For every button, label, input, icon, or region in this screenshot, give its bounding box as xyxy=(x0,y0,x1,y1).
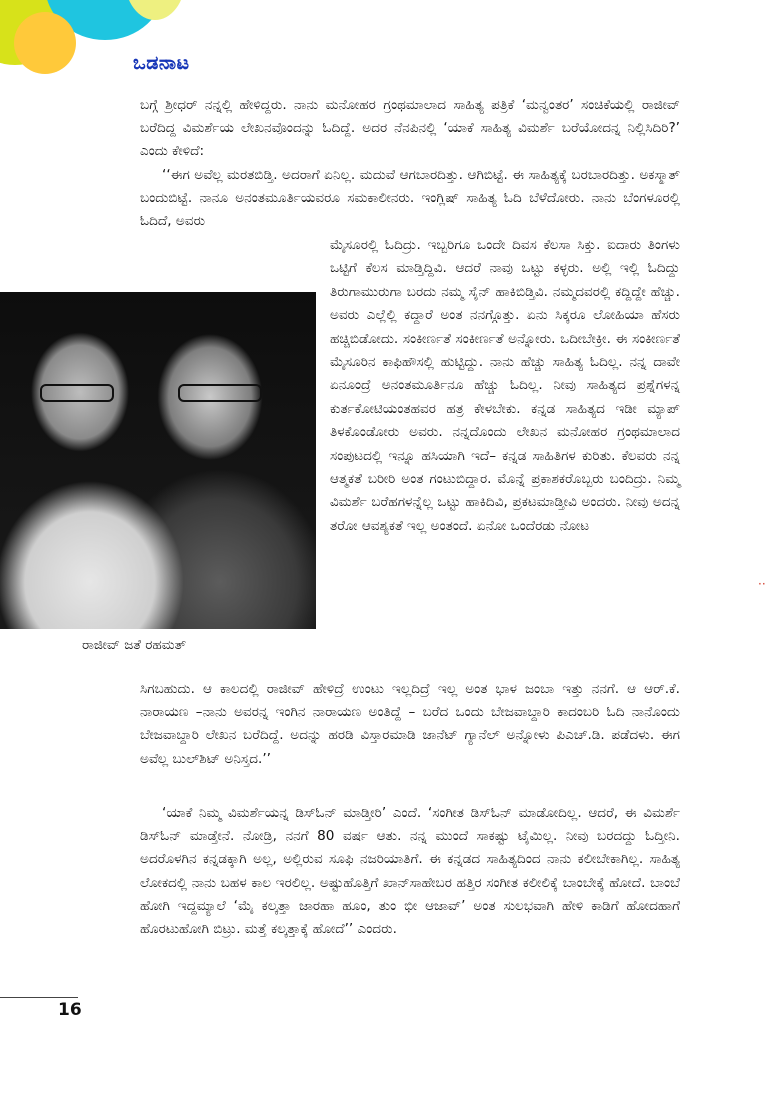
paragraph-3: ‘ಯಾಕೆ ನಿಮ್ಮ ವಿಮರ್ಶೆಯನ್ನ ಡಿಸ್‌ಓನ್ ಮಾಡ್ತೀರಿ’ ಎಂದೆ. ‘ಸಂಗೀತ ಡಿಸ್‌ಓನ್ ಮಾಡೋದಿಲ್ಲ. ಆದರೆ, ಈ ವಿಮರ್ಶೆ ಡಿಸ್‌ಓನ್ ಮಾಡ್ತೇನೆ. ನೋಡ್ರಿ, ನನಗೆ 80 ವರ್ಷ ಆತು. ನನ್ನ ಮುಂದೆ ಸಾಕಷ್ಟು ಟೈಮಿಲ್ಲ. ನೀವು ಬರದದ್ದು ಓದ್ತೀನಿ. ಅದರೊಳಗಿನ ಕನ್ನಡಕ್ಕಾಗಿ ಅಲ್ಲ, ಅಲ್ಲಿರುವ ಸೂಫಿ ನಜರಿಯಾತಿಗೆ. ಈ ಕನ್ನಡದ ಸಾಹಿತ್ಯದಿಂದ ನಾನು ಕಲೀಬೇಕಾಗಿಲ್ಲ. ಸಾಹಿತ್ಯ ಲೋಕದಲ್ಲಿ ನಾನು ಬಹಳ ಕಾಲ ಇರಲಿಲ್ಲ. ಅಷ್ಟುಹೊತ್ತಿಗೆ ಖಾನ್‌ಸಾಹೇಬರ ಹತ್ತಿರ ಸಂಗೀತ ಕಲೀಲಿಕ್ಕೆ ಬಾಂಬೇಕ್ಕೆ ಹೋದೆ. ಬಾಂಬೆ ಹೋಗಿ ಇದ್ದಮ್ಯಾಲೆ ‘ಮೈ ಕಲ್ಕತ್ತಾ ಜಾರಹಾ ಹೂಂ, ತುಂ ಭೀ ಆಜಾವ್’ ಅಂತ ಸುಲಭವಾಗಿ ಹೇಳಿ ಕಾಡಿಗೆ ಹೋದಹಾಗೆ ಹೊರಟುಹೋಗಿ ಬಿಟ್ರು. ಮತ್ತೆ ಕಲ್ಕತ್ತಾಕ್ಕೆ ಹೋದೆ’’ ಎಂದರು. xyxy=(140,805,680,938)
paragraph-2-wide: ಸಿಗಬಹುದು. ಆ ಕಾಲದಲ್ಲಿ ರಾಜೀವ್ ಹೇಳಿದ್ರೆ ಉಂಟು ಇಲ್ಲದಿದ್ರೆ ಇಲ್ಲ ಅಂತ ಭಾಳ ಜಂಬಾ ಇತ್ತು ನನಗೆ. ಆ ಆರ್.ಕೆ. ನಾರಾಯಣ –ನಾನು ಅವರನ್ನ ಇಂಗಿನ ನಾರಾಯಣ ಅಂತಿದ್ದೆ – ಬರೆದ ಒಂದು ಬೇಜವಾಬ್ದಾರಿ ಕಾದಂಬರಿ ಓದಿ ನಾನೊಂದು ಬೇಜವಾಬ್ದಾರಿ ಲೇಖನ ಬರೆದಿದ್ದೆ. ಅದನ್ನು ಹರಡಿ ವಿಸ್ತಾರಮಾಡಿ ಜಾನೆಟ್ ಗ್ಯಾನೆಲ್ ಅನ್ನೋಳು ಪಿಎಚ್.ಡಿ. ಪಡೆದಳು. ಈಗ ಅವೆಲ್ಲ ಬುಲ್‌ಶಿಟ್ ಅನಿಸ್ತದ.’’ xyxy=(140,681,680,767)
paragraph-2-narrow: ಮೈಸೂರಲ್ಲಿ ಓದಿದ್ರು. ಇಬ್ಬರಿಗೂ ಒಂದೇ ದಿವಸ ಕೆಲಸಾ ಸಿಕ್ತು. ಐದಾರು ತಿಂಗಳು ಒಟ್ಟಿಗೆ ಕೆಲಸ ಮಾಡ್ತಿದ್ದಿವಿ. ಆದರೆ ನಾವು ಒಟ್ಟು ಕಳ್ಳರು. ಅಲ್ಲಿ ಇಲ್ಲಿ ಓದಿದ್ದು ತಿರುಗಾಮುರುಗಾ ಬರದು ನಮ್ಮ ಸೈನ್ ಹಾಕಿಬಿಡ್ತಿವಿ. ನಮ್ಮದವರಲ್ಲಿ ಕದ್ದಿದ್ದೇ ಹೆಚ್ಚು. ಅವರು ಎಲ್ಲೆಲ್ಲಿ ಕದ್ದಾರೆ ಅಂತ ನನಗ್ಗೊತ್ತು. ಏನು ಸಿಕ್ಕರೂ ಲೋಹಿಯಾ ಹೆಸರು ಹಚ್ಚಿಬಿಡೋದು. ಸಂಕೀರ್ಣತೆ ಸಂಕೀರ್ಣತೆ ಅನ್ನೋರು. ಒದೀಬೇಕ್ರೀ. ಈ ಸಂಕೀರ್ಣತೆ ಮೈಸೂರಿನ ಕಾಫಿಹೌಸಲ್ಲಿ ಹುಟ್ಟಿದ್ದು. ನಾನು ಹೆಚ್ಚು ಸಾಹಿತ್ಯ ಓದಿಲ್ಲ. ನನ್ನ ದಾವೇ ಏನೂಂದ್ರೆ ಅನಂತಮೂರ್ತಿನೂ ಹೆಚ್ಚು ಓದಿಲ್ಲ. ನೀವು ಸಾಹಿತ್ಯದ ಪ್ರಶ್ನೆಗಳನ್ನ ಕುರ್ತಕೋಟಿಯಂತಹವರ ಹತ್ರ ಕೇಳಬೇಕು. ಕನ್ನಡ ಸಾಹಿತ್ಯದ ಇಡೀ ಮ್ಯಾಪ್ ತಿಳಕೊಂಡೋರು ಅವರು. ನನ್ನದೊಂದು ಲೇಖನ ಮನೋಹರ ಗ್ರಂಥಮಾಲಾದ ಸಂಪುಟದಲ್ಲಿ ಇನ್ನೂ ಹಸಿಯಾಗಿ ಇದೆ– ಕನ್ನಡ ಸಾಹಿತಿಗಳ ಕುರಿತು. ಕೆಲವರು ನನ್ನ ಆತ್ಮಕತೆ ಬರೀರಿ ಅಂತ ಗಂಟುಬಿದ್ದಾರ. ಮೊನ್ನೆ ಪ್ರಕಾಶಕರೊಬ್ಬರು ಬಂದಿದ್ರು. ನಿಮ್ಮ ವಿಮರ್ಶೆ ಬರೆಹಗಳನ್ನೆಲ್ಲ ಒಟ್ಟು ಹಾಕಿದಿವಿ, ಪ್ರಕಟಮಾಡ್ತೀವಿ ಅಂದರು. ನೀವು ಅದನ್ನ ತರೋ ಆವಶ್ಯಕತೆ ಇಲ್ಲ ಅಂತಂದೆ. ಏನೋ ಒಂದೆರಡು ನೋಟ xyxy=(330,237,680,534)
photo-caption: ರಾಜೀವ್ ಜತೆ ರಹಮತ್ xyxy=(82,637,187,653)
paragraph-2-top: ‘‘ಈಗ ಅವೆಲ್ಲ ಮರತಬಿಡ್ತಿ. ಅದರಾಗೆ ಏನಿಲ್ಲ. ಮದುವೆ ಆಗಬಾರದಿತ್ತು. ಆಗಿಬಿಟ್ಟೆ. ಈ ಸಾಹಿತ್ಯಕ್ಕೆ ಬರಬಾರದಿತ್ತು. ಅಕಸ್ಮಾತ್ ಬಂದುಬಿಟ್ಟೆ. ನಾನೂ ಅನಂತಮೂರ್ತಿಯವರೂ ಸಮಕಾಲೀನರು. ಇಂಗ್ಲಿಷ್ ಸಾಹಿತ್ಯ ಓದಿ ಬೆಳೆದೋರು. ನಾನು ಬೆಂಗಳೂರಲ್ಲಿ ಓದಿದೆ, ಅವರು xyxy=(140,167,680,230)
margin-dots: ·· xyxy=(758,577,766,591)
decor-circle-yellow xyxy=(14,12,76,74)
page-number-rule xyxy=(0,997,78,998)
paragraph-1: ಬಗ್ಗೆ ಶ್ರೀಧರ್ ನನ್ನಲ್ಲಿ ಹೇಳಿದ್ದರು. ನಾನು ಮನೋಹರ ಗ್ರಂಥಮಾಲಾದ ಸಾಹಿತ್ಯ ಪತ್ರಿಕೆ ‘ಮನ್ವಂತರ’ ಸಂಚಿಕೆಯಲ್ಲಿ ರಾಜೀವ್ ಬರೆದಿದ್ದ ವಿಮರ್ಶೆಯ ಲೇಖನವೊಂದನ್ನು ಓದಿದ್ದೆ. ಅದರ ನೆನಪಿನಲ್ಲಿ ‘ಯಾಕೆ ಸಾಹಿತ್ಯ ವಿಮರ್ಶೆ ಬರೆಯೋದನ್ನ ನಿಲ್ಲಿಸಿದಿರಿ?’ ಎಂದು ಕೇಳಿದೆ: xyxy=(140,97,680,160)
page-number: 16 xyxy=(58,1000,82,1020)
glasses-left-figure xyxy=(40,384,114,402)
glasses-right-figure xyxy=(178,384,262,402)
photo-rajeev-rahamath xyxy=(0,292,316,629)
section-title: ಒಡನಾಟ xyxy=(133,52,190,74)
